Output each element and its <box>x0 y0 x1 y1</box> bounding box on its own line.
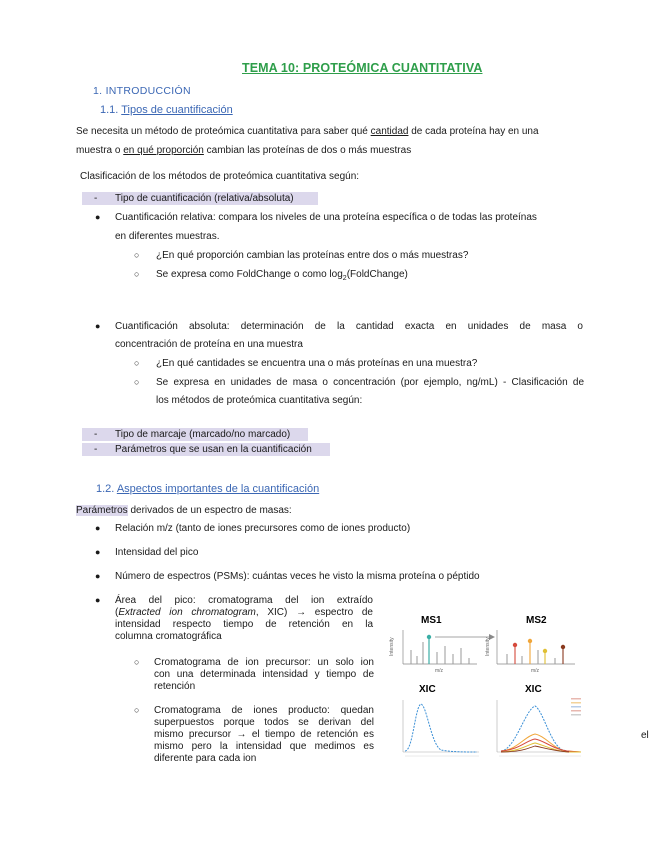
sub-bullet-text: superpuestos porque todos se derivan del <box>154 717 374 728</box>
text-segment: de cada proteína hay en una <box>411 126 539 137</box>
sub-bullet-text: los métodos de proteómica cuantitativa según: <box>156 395 363 406</box>
bullet-dot: ● <box>95 547 101 557</box>
dash-item-label: Tipo de marcaje (marcado/no marcado) <box>115 429 291 440</box>
sub-bullet-text <box>156 268 408 285</box>
axis-label-mz: m/z <box>531 668 540 674</box>
sub-bullet-text: mismo pero la intensidad que medimos es <box>154 741 374 752</box>
xic1-label: XIC <box>419 684 436 695</box>
subsection-number: 1.2. <box>96 483 115 495</box>
text-segment: Se necesita un método de proteómica cuantitativa para saber qué <box>76 126 368 137</box>
text-segment: muestra o <box>76 145 121 156</box>
bullet-text: concentración de proteína en una muestra <box>115 339 303 350</box>
sub-bullet-text: mismo precursor → el tiempo de retención es <box>154 729 374 740</box>
bullet-dot: ● <box>95 523 101 533</box>
paragraph-line <box>76 144 411 157</box>
underlined-term: en qué proporción <box>123 145 204 156</box>
bullet-text: en diferentes muestras. <box>115 231 220 242</box>
subsection-heading-1-1 <box>100 104 233 117</box>
subsection-heading-1-2 <box>96 483 319 496</box>
text-segment: cambian las proteínas de dos o más muestras <box>206 145 412 156</box>
bullet-dot: ● <box>95 571 101 581</box>
subsection-link-tipos[interactable]: Tipos de cuantificación <box>121 104 233 116</box>
bullet-text: Relación m/z (tanto de iones precursores como de iones producto) <box>115 523 411 534</box>
dash-item-label: Tipo de cuantificación (relativa/absoluta) <box>115 193 294 204</box>
axis-label-mz: m/z <box>435 668 444 674</box>
axis-label-intensity: Intensity <box>485 637 491 656</box>
bullet-dot: ● <box>95 321 101 331</box>
sub-bullet-text: ¿En qué proporción cambian las proteínas entre dos o más muestras? <box>156 250 469 261</box>
circle-bullet: ○ <box>134 358 140 368</box>
italic-term: Extracted ion chromatogram <box>118 607 256 618</box>
ms2-spectrum <box>485 630 575 674</box>
axis-label-intensity: Intensity <box>389 637 395 656</box>
bullet-text: Intensidad del pico <box>115 547 199 558</box>
bullet-text: columna cromatográfica <box>115 631 222 642</box>
paragraph-line <box>76 125 539 138</box>
sub-bullet-text: Se expresa en unidades de masa o concentración (por ejemplo, ng/mL) - Clasificación de <box>156 377 584 388</box>
sub-bullet-text: Cromatograma de iones producto: quedan <box>154 705 374 716</box>
circle-bullet: ○ <box>134 377 140 387</box>
section-heading-introduccion: 1. INTRODUCCIÓN <box>93 85 191 97</box>
dash-item-label: Parámetros que se usan en la cuantificación <box>115 444 312 455</box>
circle-bullet: ○ <box>134 705 140 715</box>
ms1-label: MS1 <box>421 615 442 626</box>
ms2-label: MS2 <box>526 615 547 626</box>
paragraph-line <box>76 504 292 517</box>
subscript: 2 <box>342 275 347 282</box>
sub-bullet-text: retención <box>154 681 196 692</box>
bullet-text: Cuantificación absoluta: determinación de la cantidad exacta en unidades de masa o <box>115 321 583 332</box>
xic-precursor-chromatogram <box>403 700 479 756</box>
highlighted-term: Parámetros <box>76 505 128 516</box>
text-segment: , XIC) → espectro de <box>255 607 373 618</box>
text-segment: Se expresa como FoldChange o como log <box>156 269 343 280</box>
dash-item-parametros: - Parámetros que se usan en la cuantificación <box>82 443 330 456</box>
sub-bullet-text: diferente para cada ion <box>154 753 257 764</box>
precursor-marker <box>427 635 431 639</box>
bullet-dot: ● <box>95 595 101 605</box>
bullet-text: intensidad respecto tiempo de retención en la <box>115 619 373 630</box>
text-segment: derivados de un espectro de masas: <box>130 505 292 516</box>
stray-text: el <box>641 730 649 741</box>
dash-item-tipo-cuantificacion: - Tipo de cuantificación (relativa/absoluta) <box>82 192 318 205</box>
circle-bullet: ○ <box>134 657 140 667</box>
xic-product-chromatogram <box>497 700 581 756</box>
underlined-term: cantidad <box>370 126 409 137</box>
ms1-spectrum <box>389 630 495 674</box>
paragraph-line: Clasificación de los métodos de proteómica cuantitativa según: <box>80 171 360 182</box>
page-title: TEMA 10: PROTEÓMICA CUANTITATIVA <box>242 61 483 75</box>
dash-item-tipo-marcaje: - Tipo de marcaje (marcado/no marcado) <box>82 428 308 441</box>
subsection-link-aspectos[interactable]: Aspectos importantes de la cuantificación <box>116 483 320 495</box>
legend-swatches <box>571 698 581 716</box>
bullet-text: Cuantificación relativa: compara los niveles de una proteína específica o de todas las proteínas <box>115 212 537 223</box>
bullet-text: Área del pico: cromatograma del ion extraído <box>115 595 373 606</box>
sub-bullet-text: con una determinada intensidad y tiempo de <box>154 669 374 680</box>
xic2-label: XIC <box>525 684 542 695</box>
sub-bullet-text: ¿En qué cantidades se encuentra una o más proteínas en una muestra? <box>156 358 478 369</box>
circle-bullet: ○ <box>134 250 140 260</box>
text-segment: (FoldChange) <box>346 269 408 280</box>
ms-xic-figure <box>385 606 583 764</box>
subsection-number: 1.1. <box>100 104 119 116</box>
bullet-text: (Extracted ion chromatogram, XIC) → espectro de <box>115 607 373 618</box>
bullet-text: Número de espectros (PSMs): cuántas veces he visto la misma proteína o péptido <box>115 571 480 582</box>
sub-bullet-text: Cromatograma de ion precursor: un solo ion <box>154 657 374 668</box>
circle-bullet: ○ <box>134 269 140 279</box>
bullet-dot: ● <box>95 212 101 222</box>
